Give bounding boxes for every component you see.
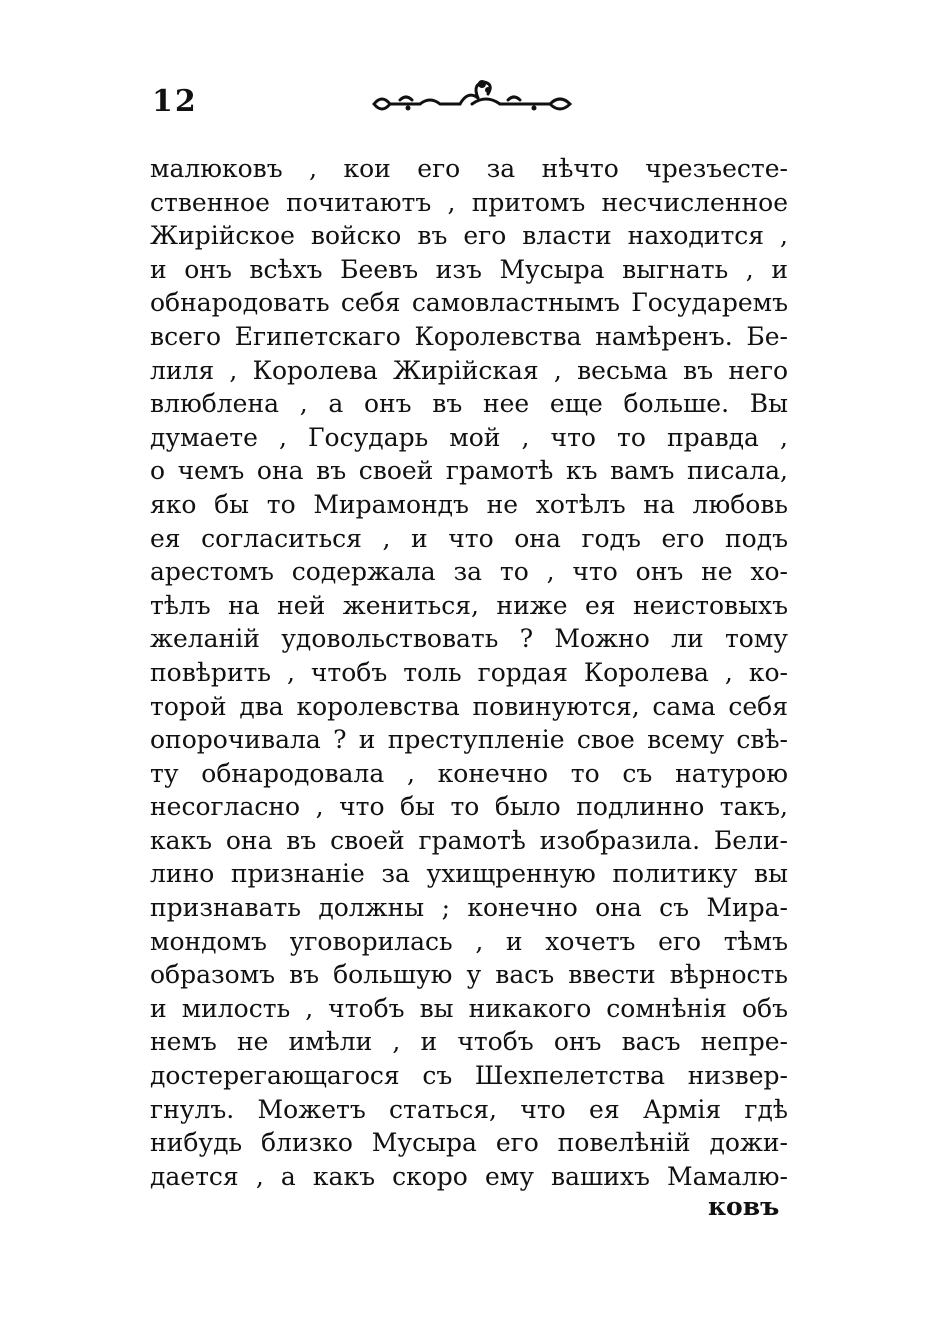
page-number: 12 [152,84,198,119]
text-line: яко бы то Мирамондъ не хотѣлъ на любовь [150,489,788,519]
text-line: дается , а какъ скоро ему вашихъ Мамалю- [150,1161,788,1191]
text-line: ту обнародовала , конечно то съ натурою [150,758,788,788]
text-line: думаете , Государь мой , что то правда , [150,422,788,452]
text-line: торой два королевства повинуются, сама себя [150,691,788,721]
text-line: тѣлъ на ней жениться, ниже ея неистовыхъ [150,590,788,620]
text-line: желаній удовольствовать ? Можно ли тому [150,624,788,654]
text-line: гнулъ. Можетъ статься, что ея Армія гдѣ [150,1094,788,1124]
text-line: несогласно , что бы то было подлинно такъ, [150,792,788,822]
catchword: ковъ [708,1192,780,1221]
text-line: и онъ всѣхъ Беевъ изъ Мусыра выгнать , и [150,254,788,284]
text-line: немъ не имѣли , и чтобъ онъ васъ непре- [150,1027,788,1057]
text-line: ственное почитаютъ , притомъ несчисленное [150,187,788,217]
text-line: достерегающагося съ Шехпелетства низвер- [150,1061,788,1091]
ornament-headpiece-icon [368,74,578,122]
text-line: опорочивала ? и преступленіе свое всему свѣ- [150,725,788,755]
text-line: арестомъ содержала за то , что онъ не хо- [150,557,788,587]
text-line: образомъ въ большую у васъ ввести вѣрность [150,960,788,990]
text-line: малюковъ , кои его за нѣчто чрезъесте- [150,154,788,183]
text-line: и милость , чтобъ вы никакого сомнѣнія объ [150,993,788,1023]
text-line: ея согласиться , и что она годъ его подъ [150,523,788,553]
text-line: лиля , Королева Жирійская , весьма въ него [150,355,788,385]
text-line: влюблена , а онъ въ нее еще больше. Вы [150,389,788,419]
body-text [150,152,788,1193]
text-line: какъ она въ своей грамотѣ изобразила. Бели- [150,825,788,855]
text-line: о чемъ она въ своей грамотѣ къ вамъ писала, [150,456,788,486]
text-line: лино признаніе за ухищренную политику вы [150,859,788,889]
text-line: признавать должны ; конечно она съ Мира- [150,893,788,923]
text-line: Жирійское войско въ его власти находится , [150,221,788,251]
text-line: повѣрить , чтобъ толь гордая Королева , ко- [150,657,788,687]
text-line: мондомъ уговорилась , и хочетъ его тѣмъ [150,926,788,956]
text-line: всего Египетскаго Королевства намѣренъ. Бе- [150,321,788,351]
text-line: нибудь близко Мусыра его повелѣній дожи- [150,1128,788,1158]
text-line: обнародовать себя самовластнымъ Государемъ [150,288,788,318]
